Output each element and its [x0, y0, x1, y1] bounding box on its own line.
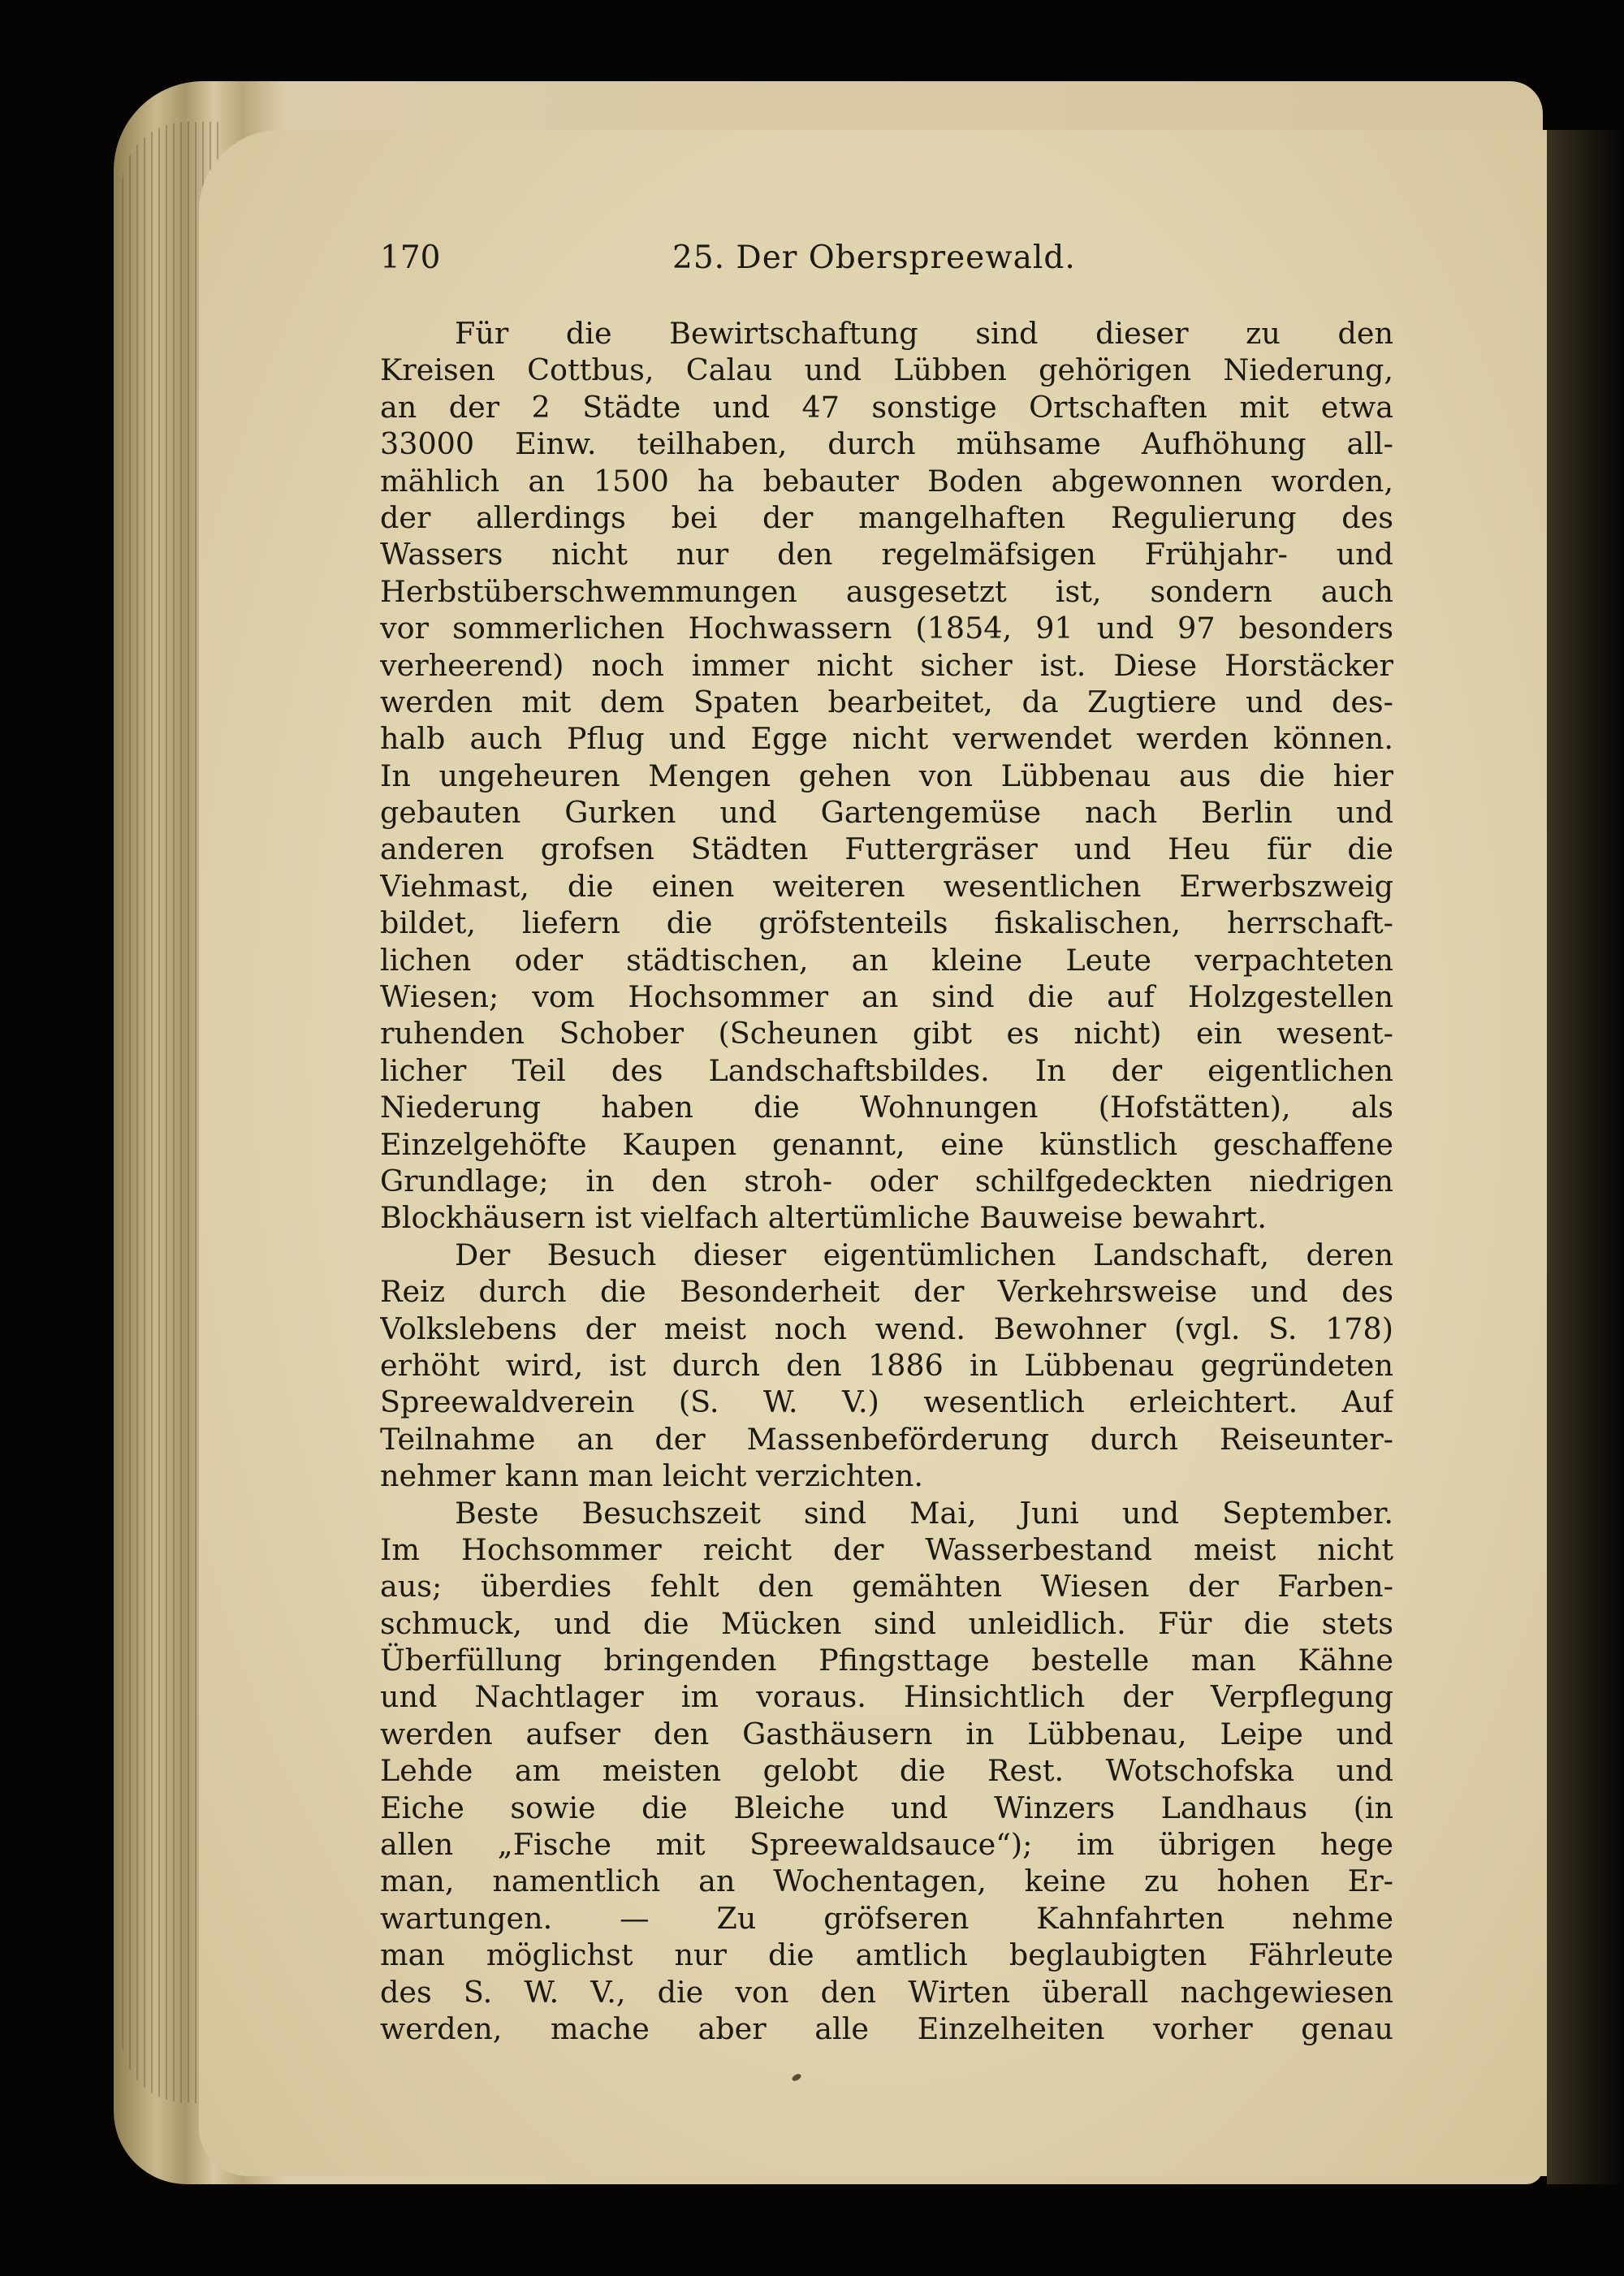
text-line: Volkslebens der meist noch wend. Bewohner (vgl. S. 178) — [380, 1311, 1393, 1346]
text-line: Lehde am meisten gelobt die Rest. Wotschofska und — [380, 1753, 1393, 1789]
text-line: man, namentlich an Wochentagen, keine zu hohen Er- — [380, 1864, 1393, 1899]
text-line: man möglichst nur die amtlich beglaubigten Fährleute — [380, 1937, 1393, 1973]
text-line: In ungeheuren Mengen gehen von Lübbenau aus die hier — [380, 758, 1393, 793]
text-line: an der 2 Städte und 47 sonstige Ortschaften mit etwa — [380, 389, 1393, 425]
text-line: und Nachtlager im voraus. Hinsichtlich der Verpflegung — [380, 1679, 1393, 1715]
text-line: Spreewaldverein (S. W. V.) wesentlich erleichtert. Auf — [380, 1384, 1393, 1420]
text-line: aus; überdies fehlt den gemähten Wiesen der Farben- — [380, 1569, 1393, 1604]
text-line: wartungen. — Zu gröfseren Kahnfahrten nehme — [380, 1900, 1393, 1936]
text-line: allen „Fische mit Spreewaldsauce“); im übrigen hege — [380, 1827, 1393, 1863]
text-line: Kreisen Cottbus, Calau und Lübben gehörigen Niederung, — [380, 352, 1393, 388]
text-line: Grundlage; in den stroh- oder schilfgedeckten niedrigen — [380, 1163, 1393, 1198]
text-line: Blockhäusern ist vielfach altertümliche Bauweise bewahrt. — [380, 1200, 1267, 1236]
text-line: bildet, liefern die gröfstenteils fiskalischen, herrschaft- — [380, 905, 1393, 941]
text-line: vor sommerlichen Hochwassern (1854, 91 und 97 besonders — [380, 611, 1393, 646]
text-line: werden mit dem Spaten bearbeitet, da Zugtiere und des- — [380, 684, 1393, 719]
right-gutter — [1547, 130, 1624, 2184]
text-line: mählich an 1500 ha bebauter Boden abgewonnen worden, — [380, 463, 1393, 499]
page-header — [380, 240, 1403, 280]
text-line: gebauten Gurken und Gartengemüse nach Berlin und — [380, 795, 1393, 831]
text-line: halb auch Pflug und Egge nicht verwendet werden können. — [380, 721, 1393, 757]
text-line: ruhenden Schober (Scheunen gibt es nicht) ein wesent- — [380, 1016, 1393, 1052]
text-line: des S. W. V., die von den Wirten überall nachgewiesen — [380, 1974, 1393, 2010]
text-line: anderen grofsen Städten Futtergräser und Heu für die — [380, 831, 1393, 867]
text-line: Niederung haben die Wohnungen (Hofstätten), als — [380, 1090, 1393, 1125]
text-line: Reiz durch die Besonderheit der Verkehrsweise und des — [380, 1274, 1393, 1310]
text-line: nehmer kann man leicht verzichten. — [380, 1458, 923, 1494]
text-line: 33000 Einw. teilhaben, durch mühsame Aufhöhung all- — [380, 426, 1393, 462]
text-line: werden, mache aber alle Einzelheiten vorher genau — [380, 2010, 1393, 2046]
text-line: Herbstüberschwemmungen ausgesetzt ist, sondern auch — [380, 573, 1393, 609]
text-line: Im Hochsommer reicht der Wasserbestand meist nicht — [380, 1531, 1393, 1567]
text-line: verheerend) noch immer nicht sicher ist. Diese Horstäcker — [380, 647, 1393, 683]
text-line: werden aufser den Gasthäusern in Lübbenau, Leipe und — [380, 1716, 1393, 1751]
page-number: 170 — [380, 240, 441, 276]
text-line: Eiche sowie die Bleiche und Winzers Landhaus (in — [380, 1790, 1393, 1825]
text-line: Wiesen; vom Hochsommer an sind die auf Holzgestellen — [380, 979, 1393, 1015]
text-line: Für die Bewirtschaftung sind dieser zu den — [455, 316, 1393, 351]
text-line: Viehmast, die einen weiteren wesentlichen Erwerbszweig — [380, 868, 1393, 904]
text-line: Wassers nicht nur den regelmäfsigen Frühjahr- und — [380, 537, 1393, 572]
text-line: Teilnahme an der Massenbeförderung durch Reiseunter- — [380, 1421, 1393, 1457]
text-line: Der Besuch dieser eigentümlichen Landschaft, deren — [455, 1237, 1393, 1272]
text-line: lichen oder städtischen, an kleine Leute verpachteten — [380, 942, 1393, 978]
text-line: Einzelgehöfte Kaupen genannt, eine künstlich geschaffene — [380, 1126, 1393, 1162]
text-line: Beste Besuchszeit sind Mai, Juni und September. — [455, 1495, 1393, 1531]
text-line: Überfüllung bringenden Pfingsttage bestelle man Kähne — [380, 1643, 1393, 1678]
running-title: 25. Der Oberspreewald. — [672, 240, 1076, 276]
text-line: erhöht wird, ist durch den 1886 in Lübbenau gegründeten — [380, 1347, 1393, 1383]
text-line: schmuck, und die Mücken sind unleidlich. Für die stets — [380, 1605, 1393, 1641]
text-line: der allerdings bei der mangelhaften Regulierung des — [380, 499, 1393, 535]
text-line: licher Teil des Landschaftsbildes. In der eigentlichen — [380, 1052, 1393, 1088]
body-text — [380, 315, 1393, 2047]
